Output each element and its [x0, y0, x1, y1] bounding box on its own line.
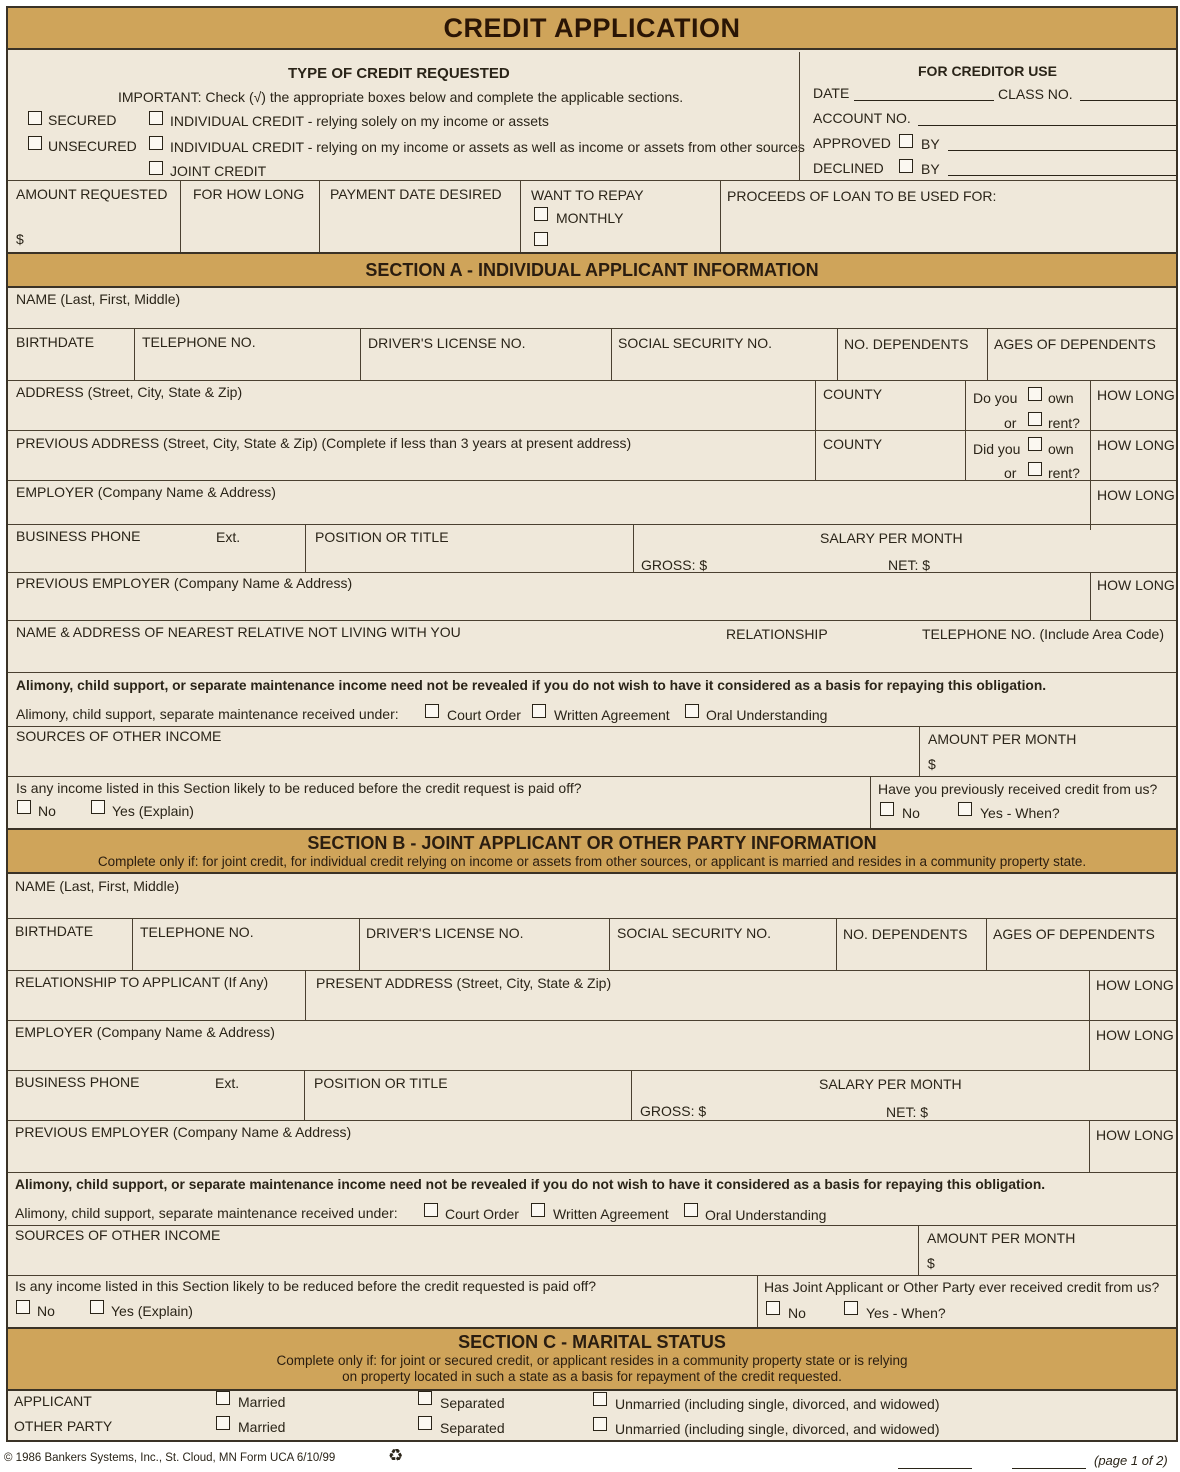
creditor-class-label: CLASS NO.	[998, 86, 1073, 102]
c-other-party-label: OTHER PARTY	[14, 1418, 113, 1434]
individual-credit-solely-checkbox[interactable]	[149, 111, 163, 125]
b-ext-label: Ext.	[215, 1075, 240, 1091]
b-dependents-label: NO. DEPENDENTS	[843, 926, 968, 942]
b-alimony-notice: Alimony, child support, or separate maintenance income need not be revealed if you do not wish to have it considered as a basis for repaying this obligation.	[15, 1177, 1046, 1192]
creditor-date-line[interactable]	[854, 100, 994, 101]
a-previous-employer-label: PREVIOUS EMPLOYER (Company Name & Address)	[16, 575, 353, 591]
c-other-unmarried-checkbox[interactable]	[593, 1417, 607, 1431]
c-applicant-married-checkbox[interactable]	[216, 1391, 230, 1405]
approved-by-label: BY	[921, 136, 940, 152]
b-previous-employer-label: PREVIOUS EMPLOYER (Company Name & Address)	[15, 1124, 352, 1140]
b-reduced-yes-label: Yes (Explain)	[111, 1303, 193, 1319]
repay-other-checkbox[interactable]	[534, 232, 548, 246]
footer-page-number: (page 1 of 2)	[1094, 1453, 1168, 1468]
b-position-label: POSITION OR TITLE	[314, 1075, 448, 1091]
a-nearest-relative-label: NAME & ADDRESS OF NEAREST RELATIVE NOT LIVING WITH YOU	[16, 624, 461, 640]
a-own-checkbox[interactable]	[1028, 387, 1042, 401]
b-net-label: NET: $	[886, 1104, 929, 1120]
c-other-separated-label: Separated	[440, 1420, 505, 1436]
creditor-account-line[interactable]	[918, 125, 1176, 126]
section-b-heading: SECTION B - JOINT APPLICANT OR OTHER PARTY INFORMATION	[307, 833, 877, 853]
amount-dollar-sign: $	[16, 231, 24, 247]
individual-credit-other-checkbox[interactable]	[149, 136, 163, 150]
a-amount-per-month-label: AMOUNT PER MONTH	[928, 731, 1077, 747]
section-b-subheading: Complete only if: for joint credit, for individual credit relying on income or assets from other sources, or applicant is married and resides in a community property state.	[97, 854, 1087, 869]
a-how-long-prev-address: HOW LONG	[1097, 437, 1175, 453]
recycle-icon: ♻	[388, 1446, 404, 1465]
a-income-reduced-label: Is any income listed in this Section likely to be reduced before the credit request is paid off?	[16, 780, 582, 796]
a-prev-own-label: own	[1048, 441, 1074, 457]
a-ages-dependents-label: AGES OF DEPENDENTS	[994, 336, 1156, 352]
a-prev-rent-label: rent?	[1048, 465, 1080, 481]
monthly-checkbox[interactable]	[534, 207, 548, 221]
type-of-credit-instructions: IMPORTANT: Check (√) the appropriate boxes below and complete the applicable sections.	[118, 89, 684, 105]
a-prev-credit-yes-checkbox[interactable]	[958, 802, 972, 816]
a-how-long-employer: HOW LONG	[1097, 487, 1175, 503]
b-business-phone-label: BUSINESS PHONE	[15, 1074, 140, 1090]
a-net-label: NET: $	[888, 557, 931, 573]
creditor-date-label: DATE	[813, 85, 850, 101]
secured-checkbox[interactable]	[28, 111, 42, 125]
a-prev-credit-label: Have you previously received credit from us?	[878, 781, 1158, 797]
monthly-label: MONTHLY	[556, 210, 624, 226]
unsecured-label: UNSECURED	[48, 138, 137, 154]
a-did-you-label: Did you	[973, 441, 1021, 457]
b-name-label: NAME (Last, First, Middle)	[15, 878, 180, 894]
b-income-reduced-label: Is any income listed in this Section likely to be reduced before the credit requested is paid off?	[15, 1278, 597, 1294]
unsecured-checkbox[interactable]	[28, 136, 42, 150]
a-court-order-label: Court Order	[447, 707, 521, 723]
a-rent-checkbox[interactable]	[1028, 412, 1042, 426]
a-written-agreement-label: Written Agreement	[554, 707, 670, 723]
a-dependents-label: NO. DEPENDENTS	[844, 336, 969, 352]
credit-application-form	[6, 6, 1178, 1442]
creditor-account-label: ACCOUNT NO.	[813, 110, 911, 126]
a-previous-address-label: PREVIOUS ADDRESS (Street, City, State & Zip) (Complete if less than 3 years at present address)	[16, 435, 632, 451]
secured-label: SECURED	[48, 112, 117, 128]
payment-date-label: PAYMENT DATE DESIRED	[330, 186, 502, 202]
individual-credit-other-label: INDIVIDUAL CREDIT - relying on my income or assets as well as income or assets from other sources	[170, 139, 805, 155]
b-reduced-yes-checkbox[interactable]	[90, 1300, 104, 1314]
b-how-long-employer: HOW LONG	[1096, 1027, 1174, 1043]
b-prev-credit-no-checkbox[interactable]	[766, 1301, 780, 1315]
a-do-you-label: Do you	[973, 390, 1018, 406]
amount-requested-label: AMOUNT REQUESTED	[16, 186, 168, 202]
c-applicant-unmarried-label: Unmarried (including single, divorced, and widowed)	[615, 1396, 940, 1412]
a-salary-label: SALARY PER MONTH	[820, 530, 963, 546]
for-how-long-label: FOR HOW LONG	[193, 186, 305, 202]
individual-credit-solely-label: INDIVIDUAL CREDIT - relying solely on my income or assets	[170, 113, 549, 129]
a-prev-rent-checkbox[interactable]	[1028, 462, 1042, 476]
b-telephone-label: TELEPHONE NO.	[140, 924, 254, 940]
b-birthdate-label: BIRTHDATE	[15, 923, 94, 939]
b-alimony-received-label: Alimony, child support, separate maintenance received under:	[15, 1205, 398, 1221]
b-written-agreement-label: Written Agreement	[553, 1206, 669, 1222]
c-applicant-unmarried-checkbox[interactable]	[593, 1392, 607, 1406]
b-how-long-address: HOW LONG	[1096, 977, 1174, 993]
a-written-agreement-checkbox[interactable]	[532, 704, 546, 718]
b-prev-credit-label: Has Joint Applicant or Other Party ever received credit from us?	[764, 1279, 1160, 1295]
a-how-long-address: HOW LONG	[1097, 387, 1175, 403]
section-c-subheading-2: on property located in such a state as a basis for repayment of the credit requested.	[342, 1369, 842, 1384]
a-how-long-prev-employer: HOW LONG	[1097, 577, 1175, 593]
proceeds-label: PROCEEDS OF LOAN TO BE USED FOR:	[727, 188, 997, 204]
section-c-subheading-1: Complete only if: for joint or secured credit, or applicant resides in a community property state or is relying	[276, 1353, 908, 1368]
c-other-separated-checkbox[interactable]	[418, 1416, 432, 1430]
a-court-order-checkbox[interactable]	[425, 704, 439, 718]
a-name-label: NAME (Last, First, Middle)	[16, 291, 181, 307]
b-prev-credit-yes-checkbox[interactable]	[844, 1301, 858, 1315]
a-prev-credit-no-label: No	[902, 805, 920, 821]
a-alimony-notice: Alimony, child support, or separate maintenance income need not be revealed if you do not wish to have it considered as a basis for repaying this obligation.	[16, 678, 1047, 693]
a-address-label: ADDRESS (Street, City, State & Zip)	[16, 384, 243, 400]
a-position-label: POSITION OR TITLE	[315, 529, 449, 545]
b-amount-dollar: $	[927, 1255, 935, 1271]
c-other-unmarried-label: Unmarried (including single, divorced, and widowed)	[615, 1421, 940, 1437]
creditor-approved-label: APPROVED	[813, 135, 891, 151]
b-reduced-no-label: No	[37, 1303, 55, 1319]
footer-copyright: © 1986 Bankers Systems, Inc., St. Cloud, MN Form UCA 6/10/99	[4, 1452, 336, 1464]
a-ext-label: Ext.	[216, 529, 241, 545]
section-a-heading: SECTION A - INDIVIDUAL APPLICANT INFORMATION	[365, 260, 819, 280]
a-county-label: COUNTY	[823, 386, 883, 402]
b-relationship-label: RELATIONSHIP TO APPLICANT (If Any)	[15, 974, 269, 990]
a-amount-dollar: $	[928, 756, 936, 772]
approved-checkbox[interactable]	[899, 134, 913, 148]
a-prev-county-label: COUNTY	[823, 436, 883, 452]
section-b-band	[8, 828, 1176, 874]
a-drivers-license-label: DRIVER'S LICENSE NO.	[368, 335, 526, 351]
title-band	[8, 8, 1176, 50]
a-reduced-yes-label: Yes (Explain)	[112, 803, 194, 819]
b-employer-label: EMPLOYER (Company Name & Address)	[15, 1024, 275, 1040]
b-court-order-label: Court Order	[445, 1206, 519, 1222]
declined-checkbox[interactable]	[899, 159, 913, 173]
c-applicant-separated-label: Separated	[440, 1395, 505, 1411]
declined-by-line[interactable]	[948, 175, 1176, 176]
b-ssn-label: SOCIAL SECURITY NO.	[617, 925, 772, 941]
b-reduced-no-checkbox[interactable]	[16, 1300, 30, 1314]
a-reduced-no-label: No	[38, 803, 56, 819]
a-telephone-area-label: TELEPHONE NO. (Include Area Code)	[922, 626, 1164, 642]
c-applicant-separated-checkbox[interactable]	[418, 1391, 432, 1405]
b-prev-credit-no-label: No	[788, 1305, 806, 1321]
creditor-use-heading: FOR CREDITOR USE	[918, 63, 1057, 79]
c-applicant-married-label: Married	[238, 1394, 286, 1410]
a-prev-credit-no-checkbox[interactable]	[880, 802, 894, 816]
a-telephone-label: TELEPHONE NO.	[142, 334, 256, 350]
a-own-label: own	[1048, 390, 1074, 406]
declined-by-label: BY	[921, 161, 940, 177]
section-a-band	[8, 252, 1176, 288]
b-salary-label: SALARY PER MONTH	[819, 1076, 962, 1092]
b-oral-understanding-label: Oral Understanding	[705, 1207, 827, 1223]
b-prev-credit-yes-label: Yes - When?	[866, 1305, 946, 1321]
a-gross-label: GROSS: $	[641, 557, 708, 573]
a-prev-credit-yes-label: Yes - When?	[980, 805, 1060, 821]
b-ages-dependents-label: AGES OF DEPENDENTS	[993, 926, 1155, 942]
a-rent-label: rent?	[1048, 415, 1080, 431]
b-amount-per-month-label: AMOUNT PER MONTH	[927, 1230, 1076, 1246]
b-court-order-checkbox[interactable]	[424, 1203, 438, 1217]
section-c-heading: SECTION C - MARITAL STATUS	[458, 1332, 726, 1352]
a-ssn-label: SOCIAL SECURITY NO.	[618, 335, 773, 351]
want-to-repay-label: WANT TO REPAY	[531, 187, 644, 203]
b-present-address-label: PRESENT ADDRESS (Street, City, State & Zip)	[316, 975, 612, 991]
a-oral-understanding-label: Oral Understanding	[706, 707, 828, 723]
joint-credit-checkbox[interactable]	[149, 161, 163, 175]
footer-line-2	[1012, 1468, 1086, 1469]
a-prev-or-label: or	[1004, 465, 1017, 481]
a-reduced-no-checkbox[interactable]	[17, 800, 31, 814]
form-title: CREDIT APPLICATION	[443, 13, 741, 43]
b-gross-label: GROSS: $	[640, 1103, 707, 1119]
b-other-income-label: SOURCES OF OTHER INCOME	[15, 1227, 221, 1243]
a-birthdate-label: BIRTHDATE	[16, 334, 95, 350]
footer-line-1	[898, 1468, 972, 1469]
type-of-credit-heading: TYPE OF CREDIT REQUESTED	[288, 65, 510, 82]
a-prev-own-checkbox[interactable]	[1028, 437, 1042, 451]
a-employer-label: EMPLOYER (Company Name & Address)	[16, 484, 276, 500]
approved-by-line[interactable]	[948, 150, 1176, 151]
joint-credit-label: JOINT CREDIT	[170, 163, 267, 179]
a-relationship-label: RELATIONSHIP	[726, 626, 828, 642]
a-business-phone-label: BUSINESS PHONE	[16, 528, 141, 544]
c-other-married-label: Married	[238, 1419, 286, 1435]
a-reduced-yes-checkbox[interactable]	[91, 800, 105, 814]
b-written-agreement-checkbox[interactable]	[531, 1203, 545, 1217]
b-oral-understanding-checkbox[interactable]	[684, 1203, 698, 1217]
a-other-income-label: SOURCES OF OTHER INCOME	[16, 728, 222, 744]
creditor-class-line[interactable]	[1080, 100, 1176, 101]
section-c-band	[8, 1327, 1176, 1391]
c-other-married-checkbox[interactable]	[216, 1416, 230, 1430]
a-alimony-received-label: Alimony, child support, separate maintenance received under:	[16, 706, 399, 722]
a-or-label: or	[1004, 415, 1017, 431]
b-how-long-prev-employer: HOW LONG	[1096, 1127, 1174, 1143]
c-applicant-label: APPLICANT	[14, 1393, 92, 1409]
b-drivers-license-label: DRIVER'S LICENSE NO.	[366, 925, 524, 941]
a-oral-understanding-checkbox[interactable]	[685, 704, 699, 718]
creditor-declined-label: DECLINED	[813, 160, 884, 176]
